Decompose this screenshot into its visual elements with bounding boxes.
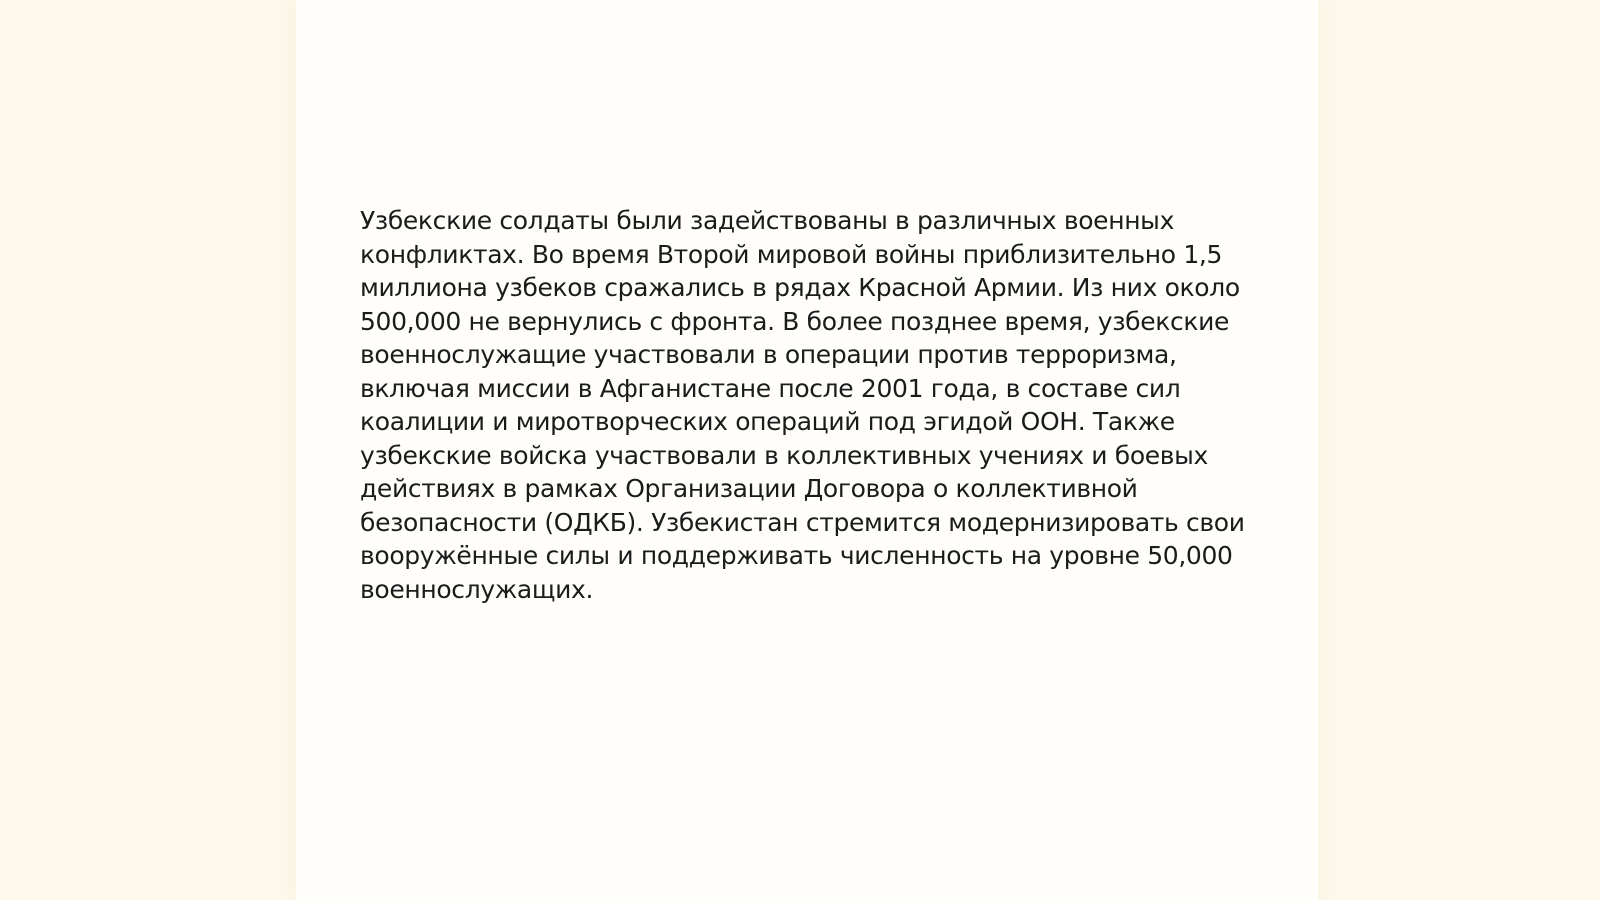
slide-body-text: Узбекские солдаты были задействованы в различных военных конфликтах. Во время Второй мировой войны приблизительно 1,5 миллиона узбеков сражались в рядах Красной Армии. Из них около 500,000 не вернулись с фронта. В более позднее время, узбекские военнослужащие участвовали в операции против терроризма, включая миссии в Афганистане после 2001 года, в составе сил коалиции и миротворческих операций под эгидой ООН. Также узбекские войска участвовали в коллективных учениях и боевых действиях в рамках Организации Договора о коллективной безопасности (ОДКБ). Узбекистан стремится модернизировать свои вооружённые силы и поддерживать численность на уровне 50,000 военнослужащих. xyxy=(360,206,1245,604)
slide-canvas xyxy=(296,0,1318,900)
